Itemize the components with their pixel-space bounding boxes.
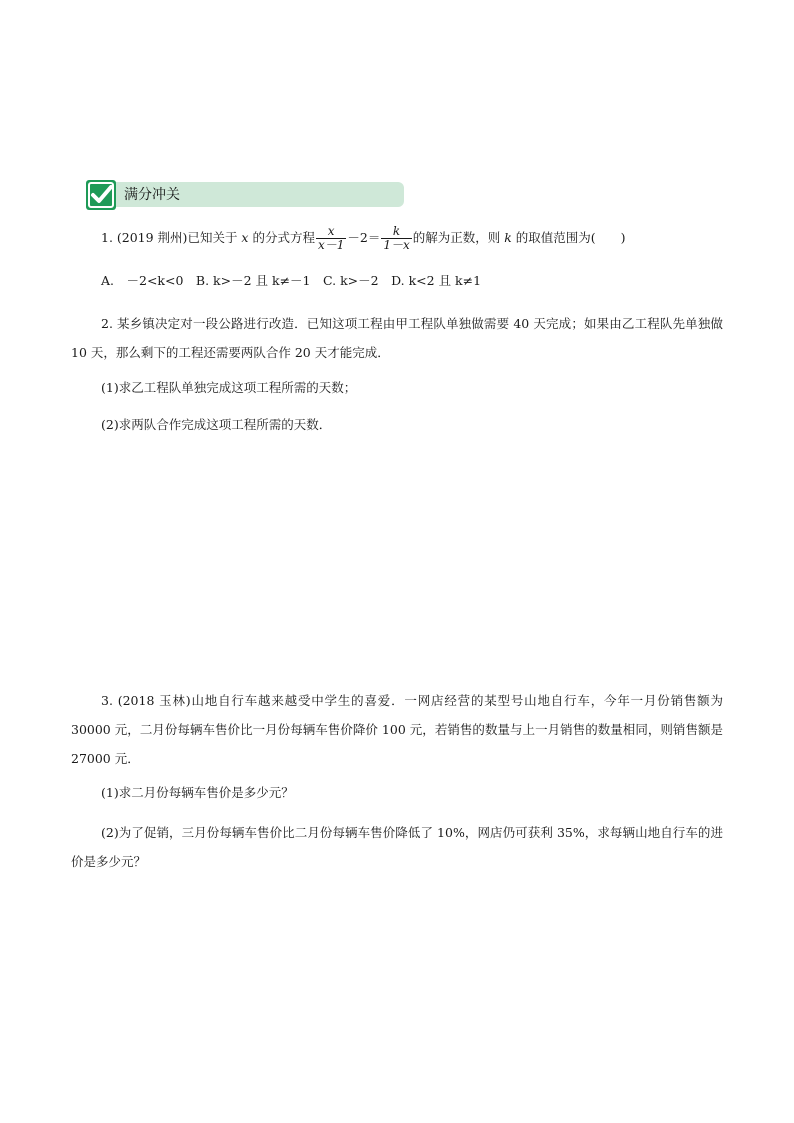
q1-suffix-b: 的取值范围为( ) [511,230,626,245]
q1-fraction-1 [316,225,346,252]
section-title: 满分冲关 [124,187,180,203]
question-2-part-1: (1)求乙工程队单独完成这项工程所需的天数； [101,380,357,395]
q1-frac1-denominator: x－1 [317,238,345,252]
question-1-options: A. －2<k<0 B. k>－2 且 k≠－1 C. k>－2 D. k<2 且 k≠1 [101,273,482,288]
q1-fraction-2 [381,225,411,252]
question-3-part-1: (1)求二月份每辆车售价是多少元？ [101,785,294,800]
q1-suffix-a: 的解为正数，则 [412,230,505,245]
question-2-stem: 2. 某乡镇决定对一段公路进行改造．已知这项工程由甲工程队单独做需要 40 天完成；如果由乙工程队先单独做 10 天，那么剩下的工程还需要两队合作 20 天才能完成． [71,316,723,360]
question-3-part-2: (2)为了促销，三月份每辆车售价比二月份每辆车售价降低了 10%，网店仍可获利 35%，求每辆山地自行车的进价是多少元？ [71,825,723,869]
q1-var-x: x [241,230,249,245]
q1-var-k: k [504,230,512,245]
checkmark-icon [86,180,116,210]
q1-frac1-numerator: x [316,225,346,239]
section-banner [86,180,406,210]
question-1-stem [101,225,626,252]
question-3-stem: 3. (2018 玉林)山地自行车越来越受中学生的喜爱．一网店经营的某型号山地自行车，今年一月份销售额为 30000 元，二月份每辆车售价比一月份每辆车售价降价 100 元，若销售的数量与上一月销售的数量相同，则销售额是 27000 元． [71,693,723,766]
q1-mid: 的分式方程 [248,230,315,245]
q1-prefix: 1. (2019 荆州)已知关于 [101,230,242,245]
question-2-part-2: (2)求两队合作完成这项工程所需的天数． [101,417,332,432]
q1-minus-two: －2＝ [347,230,381,245]
q1-frac2-numerator: k [381,225,411,239]
q1-frac2-denominator: 1－x [383,238,410,252]
